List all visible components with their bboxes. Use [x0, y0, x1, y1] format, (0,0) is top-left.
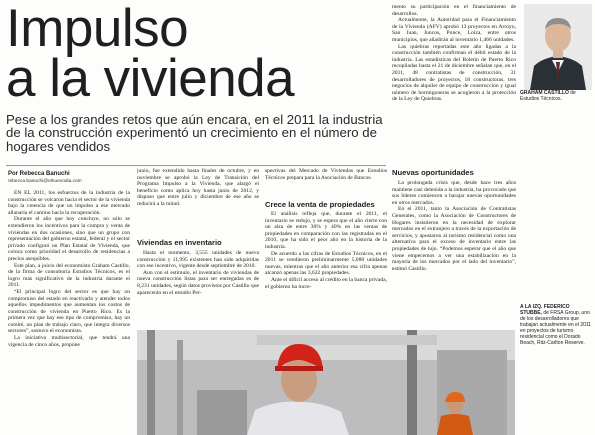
paragraph: Ante el difícil acceso al crédito en la banca privada, el gobierno ha incre-: [265, 276, 387, 290]
paragraph: Actualmente, la Autoridad para el Financiamiento de la Vivienda (AFV) aprobó 13 proyectos en Arroyo, San Juan, Juncos, Ponce, Loíza, entre otros municipios, que añadirán al inventario 1,466 unidades.: [392, 17, 516, 43]
paragraph: La iniciativa multisectorial, que tendrá una vigencia de cinco años, propone: [8, 335, 130, 348]
construction-caption: [520, 304, 592, 346]
section-divider: [6, 165, 386, 166]
byline-email: rebecca.banuchi@elnuevodia.com: [8, 179, 82, 184]
paragraph: Las quiebras reportadas este año ligadas a la construcción también confirman el débil estado de la industria. Las estadísticas del Boletín de Puerto Rico recopiladas hasta el 21 de diciembre señalan que, en el 2011, 48 contratistas de construcción, 31 desarrolladores de proyectos, 18 constructoras, tres negocios de alquiler de equipo de construcción y igual número de hormigoneras se acogieron a la protección de la Ley de Quiebras.: [392, 43, 516, 103]
subhead-viviendas: Viviendas en inventario: [137, 238, 222, 247]
caption-name: GRAHAM CASTILLO: [520, 90, 569, 96]
paragraph: “El principal logro del sector es que hay un compromiso del estado en reactivarlo y atender todos aquellos impedimentos que aumentan los costos de construcción de vivienda en Puerto Rico. Es la primera vez que hay ese tipo de compromiso, hay un comité, un plan de trabajo claro, que integra diversos sectores”, sostuvo el economista.: [8, 288, 130, 335]
caption-desc: de Estudios Técnicos.: [520, 90, 576, 102]
article-deck: Pese a los grandes retos que aún encara, en el 2011 la industria de la construcción experimentó un crecimiento en el número de hogares vendidos: [6, 112, 383, 154]
paragraph: El análisis refleja que, durante el 2011, el inventario se redujo, y se espera que el año cierre con un alza de entre 30% y 40% en las ventas de propiedades en comparación con las registradas en el 2010, que ha sido el peor año en la historia de la industria.: [265, 211, 387, 250]
caption-lead: A LA IZQ. FEDERICO STUBBE,: [520, 304, 570, 316]
paragraph: Hasta el momento, 3,555 unidades de nueva construcción y 11,995 existentes han sido adquiridas con ese incentivo, vigente desde septiembre de 2010.: [137, 250, 259, 270]
paragraph: mento su participación en el financiamiento de desarrollos.: [392, 4, 516, 17]
text-column-3-bottom: [265, 211, 387, 329]
portrait-photo: [524, 4, 592, 90]
subhead-oportunidades: Nuevas oportunidades: [392, 168, 474, 177]
byline: Por Rebecca Banuchi: [8, 171, 70, 177]
text-column-1: [8, 190, 130, 435]
text-column-2-bottom: [137, 250, 259, 328]
paragraph: Durante el año que hoy concluye, no sólo se extendieron los incentivos para la compra y venta de viviendas en dos ocasiones, sino que un grupo con representación del gobierno estatal, federal y el sector privado configuró un Plan Estatal de Vivienda, que coloca como prioridad el desarrollo de residencias a precios asequibles.: [8, 216, 130, 262]
article-headline: [6, 0, 366, 108]
construction-photo: [137, 330, 515, 435]
text-column-4-top: [392, 4, 516, 164]
text-column-4-bottom: [392, 180, 516, 328]
paragraph: Este plan, a juicio del economista Graham Castillo, de la firma de consultoría Estudios Técnicos, es el logro más significativo de la industria durante el 2011.: [8, 262, 130, 289]
caption-desc: de FRSA Group, uno de los desarrolladores que trabajan actualmente en el 2011 en proyectos de turismo residencial como el Dorado Beach, Ritz-Carlton Reserve.: [520, 310, 592, 346]
headline-line-2: a la vivienda: [6, 49, 295, 108]
paragraph: junio, fue extendido hasta finales de octubre, y en noviembre se aprobó la Ley de Transición del Programa Impulso a la Vivienda, que alargó el beneficio como aplica hoy hasta junio de 2012, y dispuso que entre julio y diciembre de ese año se reducirá a la mitad.: [137, 168, 259, 207]
paragraph: De acuerdo a las cifras de Estudios Técnicos, en el 2011 se vendieron preliminarmente 5,088 unidades nuevas, mientras que el año anterior esa cifra apenas alcanzó apenas las 3,622 propiedades.: [265, 250, 387, 277]
headline-line-1: Impulso: [6, 0, 189, 58]
paragraph: En el 2011, tanto la Asociación de Contratistas Generales, como la Asociación de Constructores de Hogares insistieron en la necesidad de explorar mercados en el extranjero a través de la exportación de servicios, y apostaron al turismo residencial como una alternativa para el exceso de inventario entre las propiedades de lujo. “Podemos esperar que el año que viene empecemos a ver una estabilización en la mayoría de los mercados por el lado del inventario”, estimó Castillo.: [392, 206, 516, 272]
subhead-crece: Crece la venta de propiedades: [265, 200, 375, 209]
portrait-caption: [520, 90, 592, 102]
paragraph: La prolongada crisis que, desde hace tres años mantiene casi detenida a la industria, ha provocado que sus líderes comiencen a barajar nuevas oportunidades en otros mercados.: [392, 180, 516, 206]
text-column-2-top: [137, 168, 259, 230]
paragraph: EN EL 2011, los esfuerzos de la industria de la construcción se volcaron hacia el sector de la vivienda bajo la creencia de que un impulso a ese mercado allanaría el camino hacia la recuperación.: [8, 190, 130, 216]
text-column-3-top: [265, 168, 387, 196]
paragraph: spectivas del Mercado de Viviendas que Estudios Técnicos prepara para la Asociación de Bancos.: [265, 168, 387, 181]
paragraph: Aun con el estímulo, el inventario de viviendas de nueva construcción listas para ser entregadas es de 8,231 unidades, según datos provistos por Castillo que aparecerán en el estudio Per-: [137, 269, 259, 296]
